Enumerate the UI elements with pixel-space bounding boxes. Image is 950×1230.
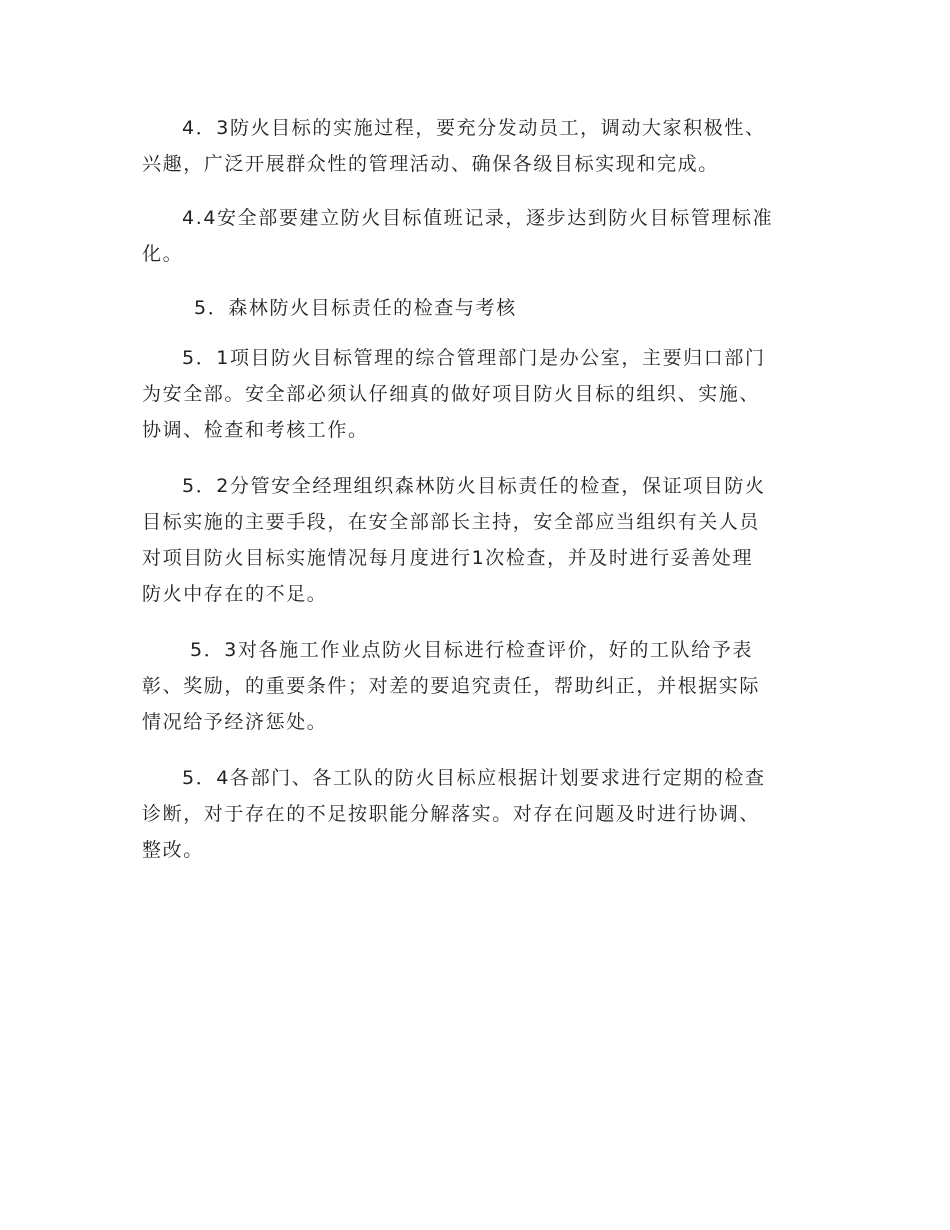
- paragraph-line: 4.4安全部要建立防火目标值班记录，逐步达到防火目标管理标准: [182, 207, 774, 229]
- section-heading-text: 5．森林防火目标责任的检查与考核: [194, 297, 517, 319]
- paragraph-line: 彰、奖励，的重要条件；对差的要追究责任，帮助纠正，并根据实际: [142, 675, 761, 697]
- paragraph-line: 对项目防火目标实施情况每月度进行1次检查，并及时进行妥善处理: [142, 547, 754, 569]
- paragraph-line: 防火中存在的不足。: [142, 583, 328, 605]
- paragraph-line: 5．3对各施工作业点防火目标进行检查评价，好的工队给予表: [190, 639, 753, 661]
- paragraph-line: 化。: [142, 243, 184, 265]
- paragraph-5-3: [142, 632, 822, 740]
- paragraph-4-4: [142, 200, 822, 272]
- paragraph-line: 兴趣，广泛开展群众性的管理活动、确保各级目标实现和完成。: [142, 153, 719, 175]
- paragraph-line: 协调、检查和考核工作。: [142, 419, 369, 441]
- paragraph-5-2: [142, 468, 822, 612]
- paragraph-5-1: [142, 340, 822, 448]
- paragraph-line: 情况给予经济惩处。: [142, 711, 328, 733]
- paragraph-line: 5．1项目防火目标管理的综合管理部门是办公室，主要归口部门: [182, 347, 766, 369]
- paragraph-line: 诊断，对于存在的不足按职能分解落实。对存在问题及时进行协调、: [142, 803, 761, 825]
- paragraph-line: 5．2分管安全经理组织森林防火目标责任的检查，保证项目防火: [182, 475, 766, 497]
- paragraph-line: 整改。: [142, 839, 204, 861]
- paragraph-5-4: [142, 760, 822, 868]
- paragraph-line: 4．3防火目标的实施过程，要充分发动员工，调动大家积极性、: [182, 117, 766, 139]
- paragraph-line: 目标实施的主要手段，在安全部部长主持，安全部应当组织有关人员: [142, 511, 761, 533]
- section-heading-5: [142, 290, 822, 326]
- paragraph-4-3: [142, 110, 822, 182]
- paragraph-line: 5．4各部门、各工队的防火目标应根据计划要求进行定期的检查: [182, 767, 766, 789]
- paragraph-line: 为安全部。安全部必须认仔细真的做好项目防火目标的组织、实施、: [142, 383, 761, 405]
